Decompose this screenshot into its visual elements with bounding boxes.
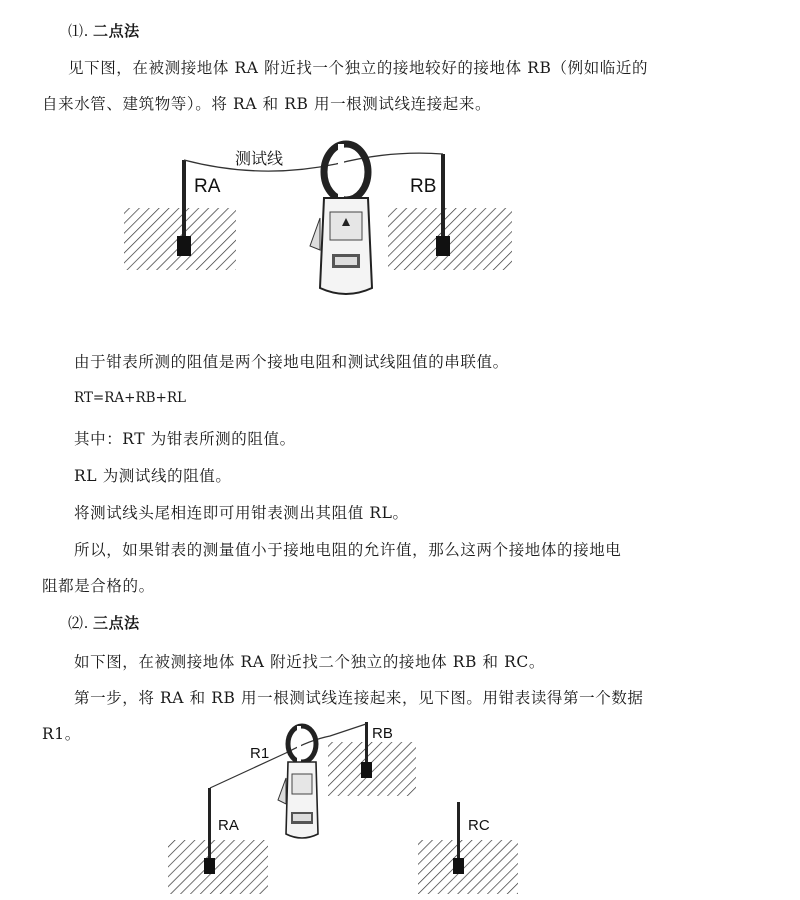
clamp-meter-small-icon	[278, 726, 318, 838]
section2-p2-line1: 第一步，将 RA 和 RB 用一根测试线连接起来，见下图。用钳表读得第一个数据	[74, 689, 644, 707]
label-ra: RA	[194, 176, 221, 197]
section2-number: ⑵.	[68, 614, 89, 632]
label-rb2: RB	[372, 725, 393, 742]
section1-intro-line1: 见下图，在被测接地体 RA 附近找一个独立的接地较好的接地体 RB（例如临近的	[68, 59, 649, 77]
label-rb: RB	[410, 176, 437, 197]
two-point-figure	[110, 128, 530, 308]
ground-ra	[168, 840, 268, 894]
rod-ra2	[208, 788, 211, 868]
electrode-ra	[177, 236, 191, 256]
electrode-rb	[436, 236, 450, 256]
section1-number: ⑴.	[68, 22, 89, 40]
ground-rc	[418, 840, 518, 894]
section1-p5-line2: 阻都是合格的。	[42, 577, 155, 595]
electrode-ra2	[204, 858, 215, 874]
section2-p1: 如下图，在被测接地体 RA 附近找二个独立的接地体 RB 和 RC。	[74, 653, 545, 671]
rod-rb	[441, 154, 445, 244]
electrode-rc	[453, 858, 464, 874]
section1-p1: 由于钳表所测的阻值是两个接地电阻和测试线阻值的串联值。	[74, 353, 509, 371]
section1-heading	[68, 20, 140, 41]
three-point-figure	[160, 716, 580, 896]
label-rc: RC	[468, 817, 490, 834]
rod-ra	[182, 160, 186, 244]
wire-label: 测试线	[235, 151, 284, 168]
section1-p4: 将测试线头尾相连即可用钳表测出其阻值 RL。	[74, 504, 409, 522]
section2-p2-line2: R1。	[42, 725, 81, 743]
section1-p5-line1: 所以，如果钳表的测量值小于接地电阻的允许值，那么这两个接地体的接地电	[74, 541, 622, 559]
section1-intro-line2: 自来水管、建筑物等）。将 RA 和 RB 用一根测试线连接起来。	[42, 95, 492, 113]
electrode-rb2	[361, 762, 372, 778]
label-r1: R1	[250, 745, 270, 762]
section2-heading	[68, 612, 140, 633]
section1-title: 二点法	[92, 22, 140, 40]
label-ra2: RA	[218, 817, 239, 834]
section1-p3: RL 为测试线的阻值。	[74, 467, 232, 485]
section1-formula: RT=RA+RB+RL	[74, 390, 186, 406]
test-wire	[184, 153, 443, 171]
section2-title: 三点法	[92, 614, 140, 632]
section1-p2: 其中：RT 为钳表所测的阻值。	[74, 430, 296, 448]
